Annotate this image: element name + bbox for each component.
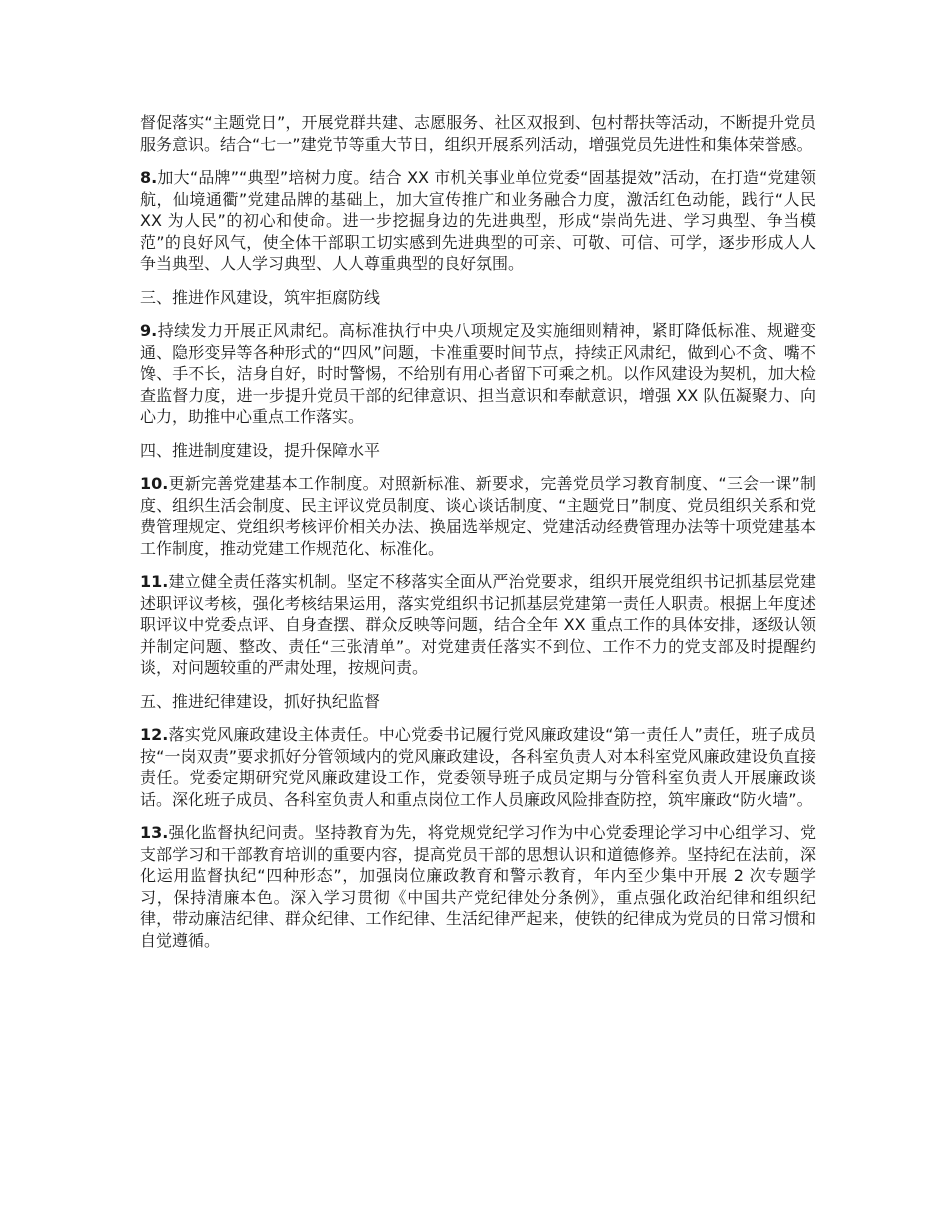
section-heading-4 xyxy=(140,440,816,462)
heading-text: 四、推进制度建设，提升保障水平 xyxy=(140,440,381,460)
paragraph-number: 12. xyxy=(140,725,169,744)
heading-text: 三、推进作风建设，筑牢拒腐防线 xyxy=(140,287,381,307)
paragraph-text: 更新完善党建基本工作制度。对照新标准、新要求，完善党员学习教育制度、“三会一课”制度、组织生活会制度、民主评议党员制度、谈心谈话制度、“主题党日”制度、党员组织关系和党费管理规定、党组织考核评价相关办法、换届选举规定、党建活动经费管理办法等十项党建基本工作制度，推动党建工作规范化、标准化。 xyxy=(140,474,816,558)
paragraph-number: 9. xyxy=(140,321,158,340)
paragraph-12 xyxy=(140,724,816,810)
document-body xyxy=(140,112,816,963)
paragraph-number: 13. xyxy=(140,823,169,842)
paragraph-number: 10. xyxy=(140,474,169,493)
paragraph-13 xyxy=(140,822,816,951)
paragraph-text: 持续发力开展正风肃纪。高标准执行中央八项规定及实施细则精神，紧盯降低标准、规避变通、隐形变异等各种形式的“四风”问题，卡准重要时间节点，持续正风肃纪，做到心不贪、嘴不馋、手不长，洁身自好，时时警惕，不给别有用心者留下可乘之机。以作风建设为契机，加大检查监督力度，进一步提升党员干部的纪律意识、担当意识和奉献意识，增强 XX 队伍凝聚力、向心力，助推中心重点工作落实。 xyxy=(140,321,816,426)
paragraph-9 xyxy=(140,320,816,428)
section-heading-5 xyxy=(140,691,816,713)
paragraph-7-cont xyxy=(140,112,816,155)
paragraph-text: 建立健全责任落实机制。坚定不移落实全面从严治党要求，组织开展党组织书记抓基层党建述职评议考核，强化考核结果运用，落实党组织书记抓基层党建第一责任人职责。根据上年度述职评议中党委点评、自身查摆、群众反映等问题，结合全年 XX 重点工作的具体安排，逐级认领并制定问题、整改、责任“三张清单”。对党建责任落实不到位、工作不力的党支部及时提醒约谈，对问题较重的严肃处理，按规问责。 xyxy=(140,572,816,677)
paragraph-number: 11. xyxy=(140,572,169,591)
paragraph-text: 强化监督执纪问责。坚持教育为先，将党规党纪学习作为中心党委理论学习中心组学习、党支部学习和干部教育培训的重要内容，提高党员干部的思想认识和道德修养。坚持纪在法前，深化运用监督执纪“四种形态”，加强岗位廉政教育和警示教育，年内至少集中开展 2 次专题学习，保持清廉本色。深入学习贯彻《中国共产党纪律处分条例》，重点强化政治纪律和组织纪律，带动廉洁纪律、群众纪律、工作纪律、生活纪律严起来，使铁的纪律成为党员的日常习惯和自觉遵循。 xyxy=(140,823,816,950)
heading-text: 五、推进纪律建设，抓好执纪监督 xyxy=(140,691,381,711)
paragraph-text: 加大“品牌”“典型”培树力度。结合 XX 市机关事业单位党委“固基提效”活动，在打造“党建领航，仙境通衢”党建品牌的基础上，加大宣传推广和业务融合力度，激活红色动能，践行“人民 XX 为人民”的初心和使命。进一步挖掘身边的先进典型，形成“崇尚先进、学习典型、争当模范”的良好风气，使全体干部职工切实感到先进典型的可亲、可敬、可信、可学，逐步形成人人争当典型、人人学习典型、人人尊重典型的良好氛围。 xyxy=(140,168,816,273)
paragraph-10 xyxy=(140,473,816,559)
paragraph-8 xyxy=(140,167,816,275)
section-heading-3 xyxy=(140,287,816,309)
paragraph-11 xyxy=(140,571,816,679)
paragraph-number: 8. xyxy=(140,168,158,187)
paragraph-text: 督促落实“主题党日”，开展党群共建、志愿服务、社区双报到、包村帮扶等活动，不断提升党员服务意识。结合“七一”建党节等重大节日，组织开展系列活动，增强党员先进性和集体荣誉感。 xyxy=(140,113,816,154)
paragraph-text: 落实党风廉政建设主体责任。中心党委书记履行党风廉政建设“第一责任人”责任，班子成员按“一岗双责”要求抓好分管领域内的党风廉政建设，各科室负责人对本科室党风廉政建设负直接责任。党委定期研究党风廉政建设工作，党委领导班子成员定期与分管科室负责人开展廉政谈话。深化班子成员、各科室负责人和重点岗位工作人员廉政风险排查防控，筑牢廉政“防火墙”。 xyxy=(140,725,816,809)
